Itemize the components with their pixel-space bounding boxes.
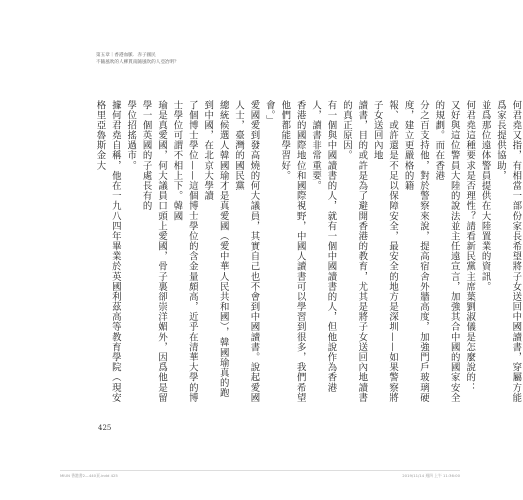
text-column: 據何君堯自稱，他在一九八四年畢業於英國利茲高等教育學院（現安格里亞魯斯金大	[94, 100, 121, 403]
text-column: 何君堯又指，有相當一部份家長希望將子女送回中國讀書，穿屬方能爲家長提供協助，	[494, 100, 522, 403]
footer-timestamp: 2019/11/14 週四 上午 11:36:00	[402, 473, 460, 478]
body-text	[92, 100, 522, 405]
footer-file-info: MIUN 香港書2—440頁.indd 425	[60, 473, 118, 478]
text-column: 又好與這位警員大陸的說法並主任遠宣言，加強其合中國的國家安全的規劃。而在香港	[433, 100, 460, 403]
text-column: 瑜是真愛國，何大議員口頭上愛國，骨子裏卻崇洋媚外，因爲他是留學一個英國的子處長有的	[140, 100, 168, 403]
text-column: 會。」	[263, 100, 275, 126]
text-column: 讀書，目的或許是為了避開香港的教育，尤其是將子女送回內地讀書的真正原因。	[340, 100, 368, 403]
text-column: 總統候選人韓國瑜才是真愛國（愛中華人民共和國），韓國瑜真的跑到中國，在北京大學讀	[202, 100, 229, 399]
header-chapter: 第五章｜香港血脈．赤子國民	[96, 53, 156, 58]
running-header	[96, 52, 179, 66]
footer-divider	[60, 470, 460, 471]
text-column: 何君堯這種要求是否理性？請看新民黨主席葉劉淑儀是怎麼說的：	[464, 100, 476, 393]
text-column: 有一個與中國讀書的人，就有一個中國讀書的人，但他說作為香港人，讀書非常重要。	[310, 100, 337, 393]
text-column: 報、或許還是不足以保障安全，最安全的地方是深圳——如果警察將子女送回內地	[371, 100, 399, 403]
page-number: 425	[98, 424, 112, 432]
header-subtitle: 不隨風吹的人柳貫南隨風吹的人亞冶明？	[96, 60, 179, 65]
text-column: 香港的國際地位和國際視野，中國人讀書可以學習到很多，我們希望他們都能學習好。	[279, 100, 306, 403]
text-column: 愛國愛到發高燒的何大議員，其實自己也不會到中國讀書。說起愛國人士，臺灣的國民黨	[233, 100, 260, 403]
vertical-text-block	[92, 100, 523, 405]
text-column: 了個博士學位——這個博士學位的含金量頗高，近乎在清華大學的博士學位可謂不相上下。韓國	[171, 100, 198, 403]
text-column: 分之百支持他，對於警察來說，提高宿舍外牆高度，加強門戶玻璃硬度，建立更嚴格的籍	[402, 100, 429, 403]
text-column: 並爲那位遠体警員提供在大陸置業的資訊。	[479, 100, 491, 292]
text-column: 學位招搖過市。	[125, 100, 137, 171]
